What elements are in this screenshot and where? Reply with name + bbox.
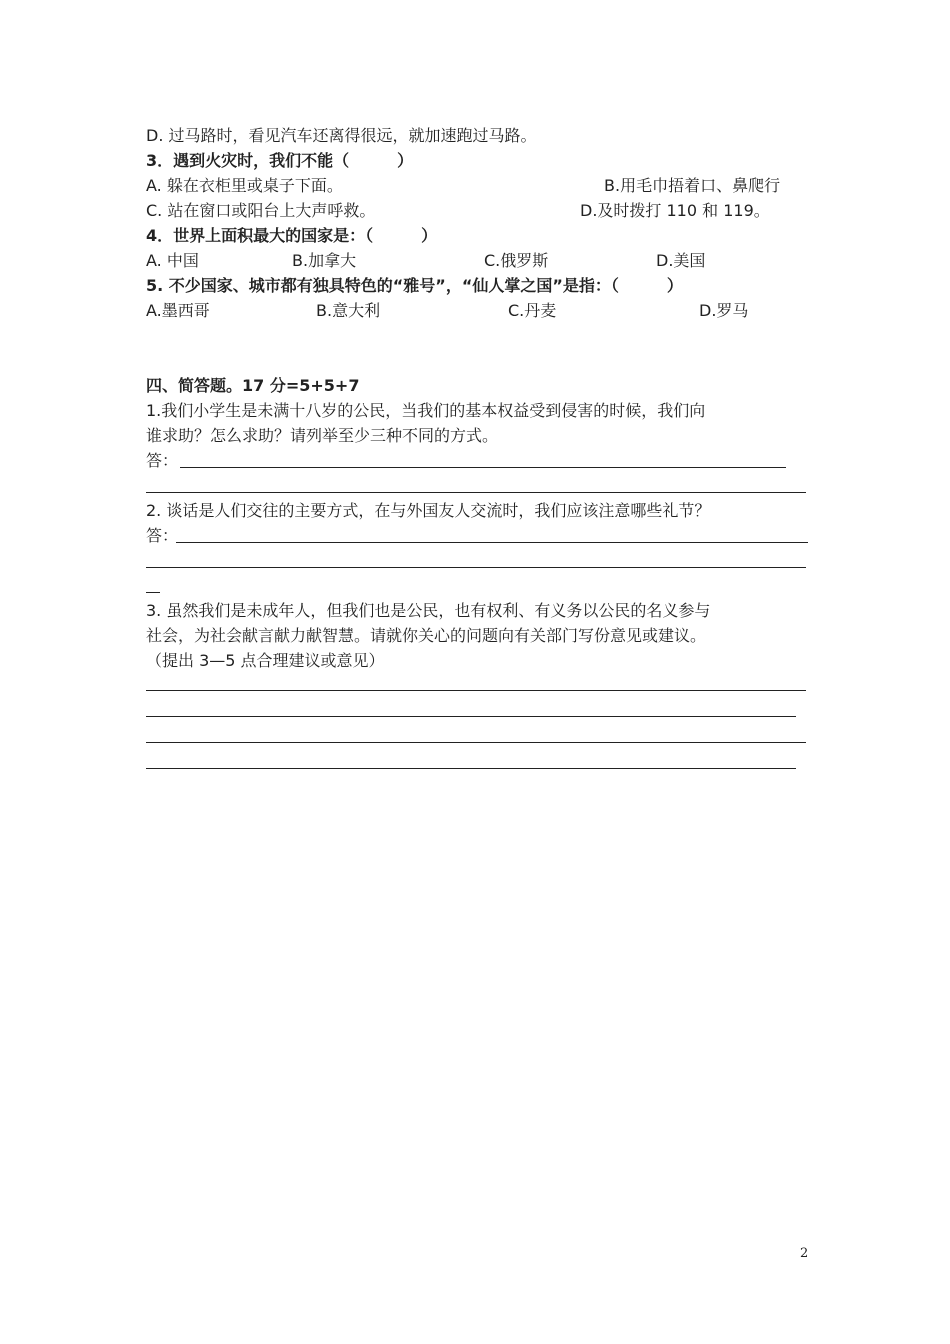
- q3-stem: 3．遇到火灾时，我们不能（ ）: [146, 151, 414, 170]
- sa-q2-answer-line-2[interactable]: [146, 567, 806, 568]
- q4-option-b: B.加拿大: [292, 251, 357, 270]
- sa-q2-line1: 2. 谈话是人们交往的主要方式，在与外国友人交流时，我们应该注意哪些礼节？: [146, 501, 711, 520]
- sa-q3-line1: 3. 虽然我们是未成年人，但我们也是公民，也有权利、有义务以公民的名义参与: [146, 601, 711, 620]
- exam-page: [146, 0, 810, 1344]
- sa-q3-line3: （提出 3—5 点合理建议或意见）: [146, 651, 385, 670]
- q5-stem: 5. 不少国家、城市都有独具特色的“雅号”，“仙人掌之国”是指：（ ）: [146, 276, 683, 295]
- sa-q1-line1: 1.我们小学生是未满十八岁的公民，当我们的基本权益受到侵害的时候，我们向: [146, 401, 706, 420]
- section4-title: 四、简答题。17 分=5+5+7: [146, 376, 360, 395]
- q3-option-b: B.用毛巾捂着口、鼻爬行: [604, 176, 781, 195]
- q4-option-d: D.美国: [656, 251, 706, 270]
- q4-stem: 4．世界上面积最大的国家是：（ ）: [146, 226, 438, 245]
- q3-option-a: A. 躲在衣柜里或桌子下面。: [146, 176, 343, 195]
- q2-option-d: D. 过马路时，看见汽车还离得很远，就加速跑过马路。: [146, 126, 537, 145]
- sa-q1-answer-label: 答：: [146, 451, 179, 470]
- q3-option-d: D.及时拨打 110 和 119。: [580, 201, 770, 220]
- q5-option-d: D.罗马: [699, 301, 749, 320]
- sa-q1-line2: 谁求助？怎么求助？请列举至少三种不同的方式。: [146, 426, 499, 445]
- q5-option-c: C.丹麦: [508, 301, 557, 320]
- q5-option-b: B.意大利: [316, 301, 381, 320]
- q3-option-c: C. 站在窗口或阳台上大声呼救。: [146, 201, 376, 220]
- sa-q3-line2: 社会，为社会献言献力献智慧。请就你关心的问题向有关部门写份意见或建议。: [146, 626, 707, 645]
- q5-option-a: A.墨西哥: [146, 301, 210, 320]
- sa-q3-answer-line-3[interactable]: [146, 742, 806, 743]
- sa-q1-answer-line-2[interactable]: [146, 492, 806, 493]
- sa-q2-answer-line-3[interactable]: [146, 592, 160, 593]
- q4-option-a: A. 中国: [146, 251, 199, 270]
- page-number: 2: [800, 1246, 809, 1261]
- sa-q3-answer-line-1[interactable]: [146, 690, 806, 691]
- sa-q1-answer-line-1[interactable]: [180, 467, 786, 468]
- q4-option-c: C.俄罗斯: [484, 251, 549, 270]
- sa-q2-answer-line-1[interactable]: [176, 542, 808, 543]
- sa-q3-answer-line-2[interactable]: [146, 716, 796, 717]
- sa-q3-answer-line-4[interactable]: [146, 768, 796, 769]
- sa-q2-answer-label: 答：: [146, 526, 179, 545]
